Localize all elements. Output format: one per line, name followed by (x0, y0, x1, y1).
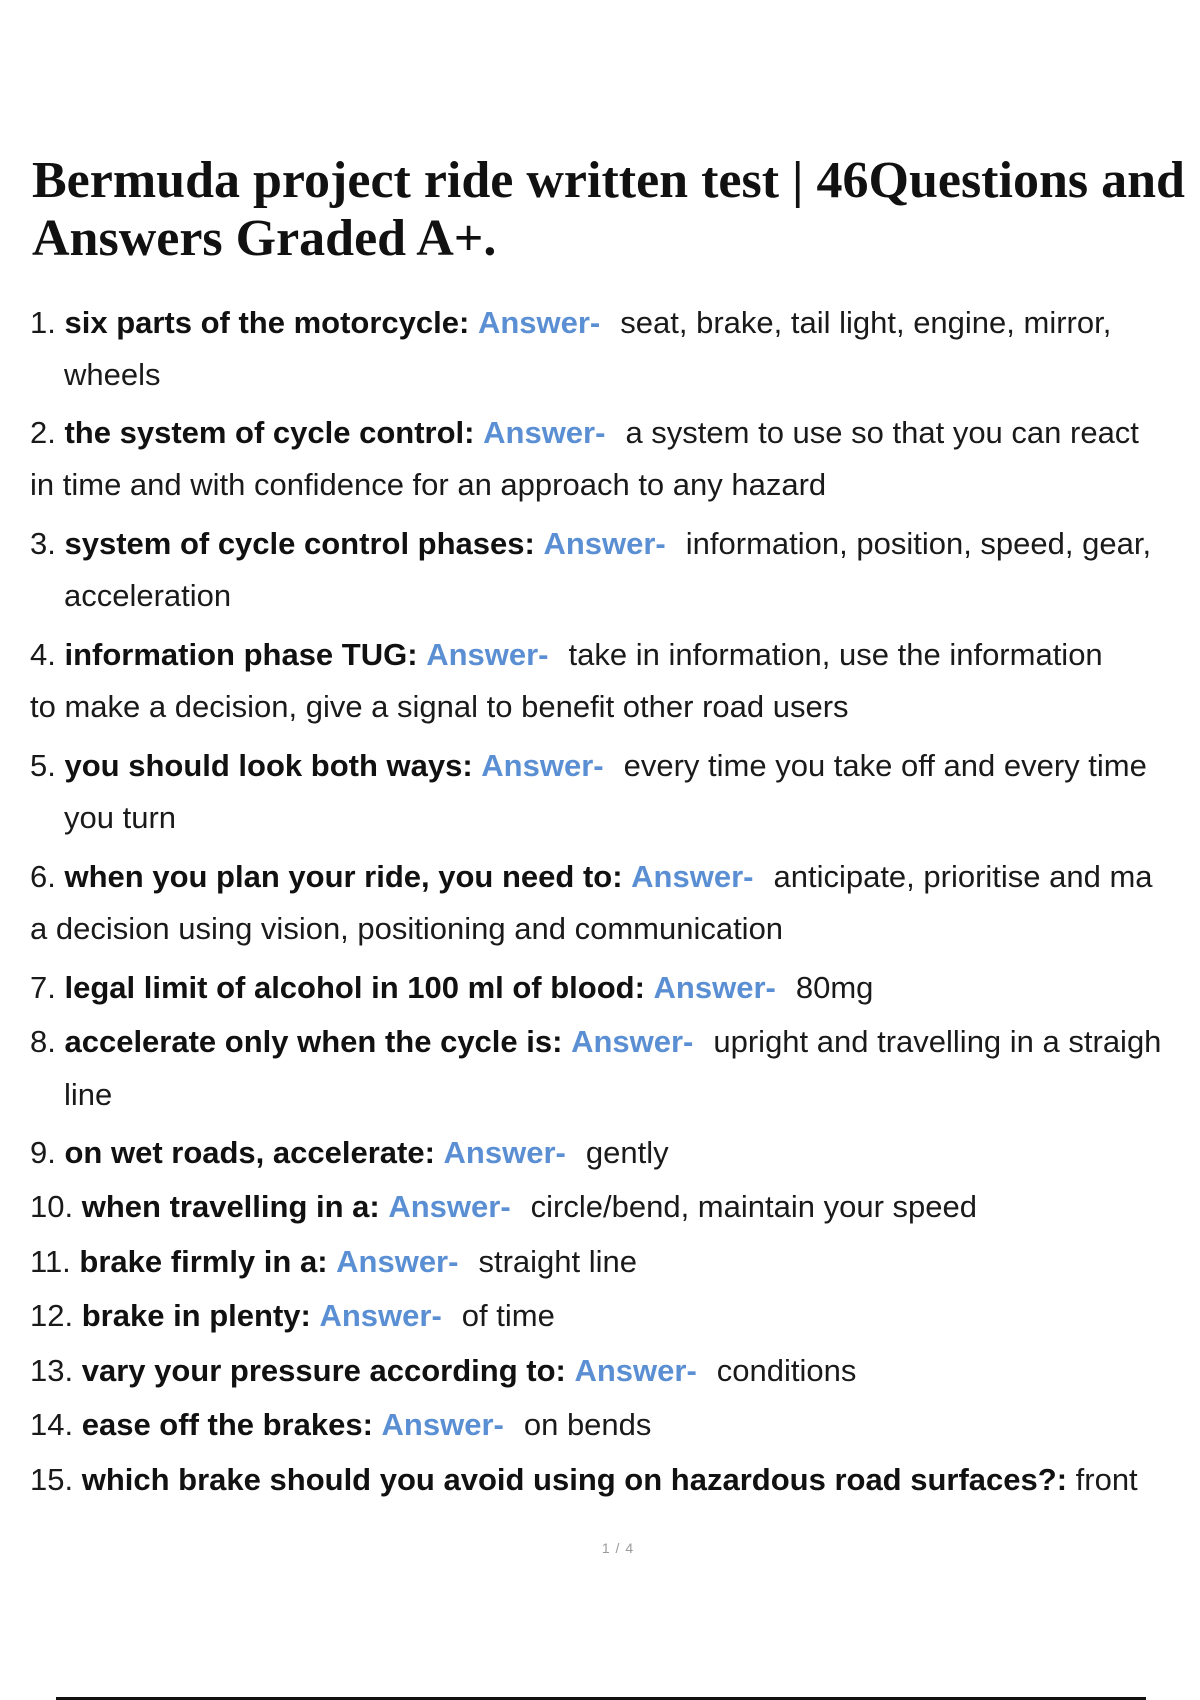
qa-continuation-line (30, 687, 849, 727)
answer-text-continued: line (64, 1077, 113, 1112)
answer-text-continued: acceleration (64, 578, 232, 613)
answer-label: Answer- (336, 1244, 459, 1279)
question-text: brake firmly in a: (79, 1244, 328, 1279)
item-number: 12. (30, 1298, 74, 1333)
item-number: 10. (30, 1189, 74, 1224)
qa-line (30, 1242, 637, 1282)
answer-text-continued: wheels (64, 357, 161, 392)
answer-label: Answer- (481, 748, 604, 783)
question-text: system of cycle control phases: (64, 526, 535, 561)
qa-line (30, 1460, 1138, 1500)
qa-line (30, 968, 873, 1008)
answer-label: Answer- (426, 637, 549, 672)
question-text: ease off the brakes: (81, 1407, 373, 1442)
question-text: which brake should you avoid using on hazardous road surfaces?: (81, 1462, 1068, 1497)
answer-label: Answer- (631, 859, 754, 894)
answer-text: upright and travelling in a straigh (713, 1024, 1162, 1059)
qa-line (30, 524, 1151, 564)
answer-text: a system to use so that you can react (625, 415, 1139, 450)
answer-text-continued: to make a decision, give a signal to benefit other road users (30, 689, 849, 724)
question-text: when travelling in a: (81, 1189, 380, 1224)
answer-text: on bends (523, 1407, 652, 1442)
answer-text: gently (585, 1135, 669, 1170)
answer-text-continued: a decision using vision, positioning and communication (30, 911, 784, 946)
question-text: you should look both ways: (64, 748, 473, 783)
qa-continuation-line (64, 576, 231, 616)
answer-text: circle/bend, maintain your speed (530, 1189, 977, 1224)
qa-line (30, 1351, 856, 1391)
question-text: vary your pressure according to: (81, 1353, 566, 1388)
answer-text: take in information, use the information (568, 637, 1103, 672)
item-number: 2. (30, 415, 56, 450)
item-number: 15. (30, 1462, 74, 1497)
answer-text-continued: in time and with confidence for an approach to any hazard (30, 467, 827, 502)
question-text: legal limit of alcohol in 100 ml of blood: (64, 970, 645, 1005)
answer-text-continued: you turn (64, 800, 177, 835)
qa-continuation-line (64, 798, 176, 838)
answer-text: front (1075, 1462, 1138, 1497)
qa-line (30, 635, 1103, 675)
item-number: 7. (30, 970, 56, 1005)
question-text: accelerate only when the cycle is: (64, 1024, 563, 1059)
qa-continuation-line (30, 465, 826, 505)
qa-line (30, 303, 1111, 343)
item-number: 8. (30, 1024, 56, 1059)
answer-label: Answer- (443, 1135, 566, 1170)
item-number: 14. (30, 1407, 74, 1442)
qa-line (30, 1405, 651, 1445)
qa-line (30, 1187, 977, 1227)
qa-line (30, 857, 1153, 897)
item-number: 3. (30, 526, 56, 561)
document-title-line-2: Answers Graded A+. (32, 210, 497, 267)
qa-line (30, 1296, 555, 1336)
answer-text: straight line (478, 1244, 637, 1279)
item-number: 1. (30, 305, 56, 340)
question-text: when you plan your ride, you need to: (64, 859, 623, 894)
item-number: 11. (30, 1244, 71, 1279)
qa-continuation-line (64, 355, 161, 395)
answer-label: Answer- (319, 1298, 442, 1333)
answer-label: Answer- (381, 1407, 504, 1442)
item-number: 6. (30, 859, 56, 894)
qa-continuation-line (30, 909, 783, 949)
question-text: information phase TUG: (64, 637, 418, 672)
document-title-line-1: Bermuda project ride written test | 46Questions and (32, 152, 1185, 209)
item-number: 9. (30, 1135, 56, 1170)
question-text: six parts of the motorcycle: (64, 305, 470, 340)
answer-text: every time you take off and every time (623, 748, 1147, 783)
answer-text: information, position, speed, gear, (685, 526, 1152, 561)
qa-line (30, 1133, 669, 1173)
answer-label: Answer- (571, 1024, 694, 1059)
answer-label: Answer- (653, 970, 776, 1005)
item-number: 4. (30, 637, 56, 672)
answer-text: of time (461, 1298, 555, 1333)
answer-text: 80mg (795, 970, 874, 1005)
answer-label: Answer- (477, 305, 601, 340)
question-text: on wet roads, accelerate: (64, 1135, 435, 1170)
answer-label: Answer- (574, 1353, 697, 1388)
qa-line (30, 413, 1139, 453)
question-text: the system of cycle control: (64, 415, 475, 450)
page-number: 1 / 4 (601, 1540, 635, 1556)
item-number: 13. (30, 1353, 74, 1388)
answer-label: Answer- (388, 1189, 511, 1224)
answer-text: seat, brake, tail light, engine, mirror, (620, 305, 1112, 340)
answer-label: Answer- (543, 526, 666, 561)
qa-line (30, 746, 1147, 786)
qa-line (30, 1022, 1161, 1062)
item-number: 5. (30, 748, 56, 783)
answer-text: anticipate, prioritise and ma (773, 859, 1153, 894)
answer-label: Answer- (483, 415, 606, 450)
qa-continuation-line (64, 1075, 112, 1115)
answer-text: conditions (716, 1353, 857, 1388)
question-text: brake in plenty: (81, 1298, 311, 1333)
